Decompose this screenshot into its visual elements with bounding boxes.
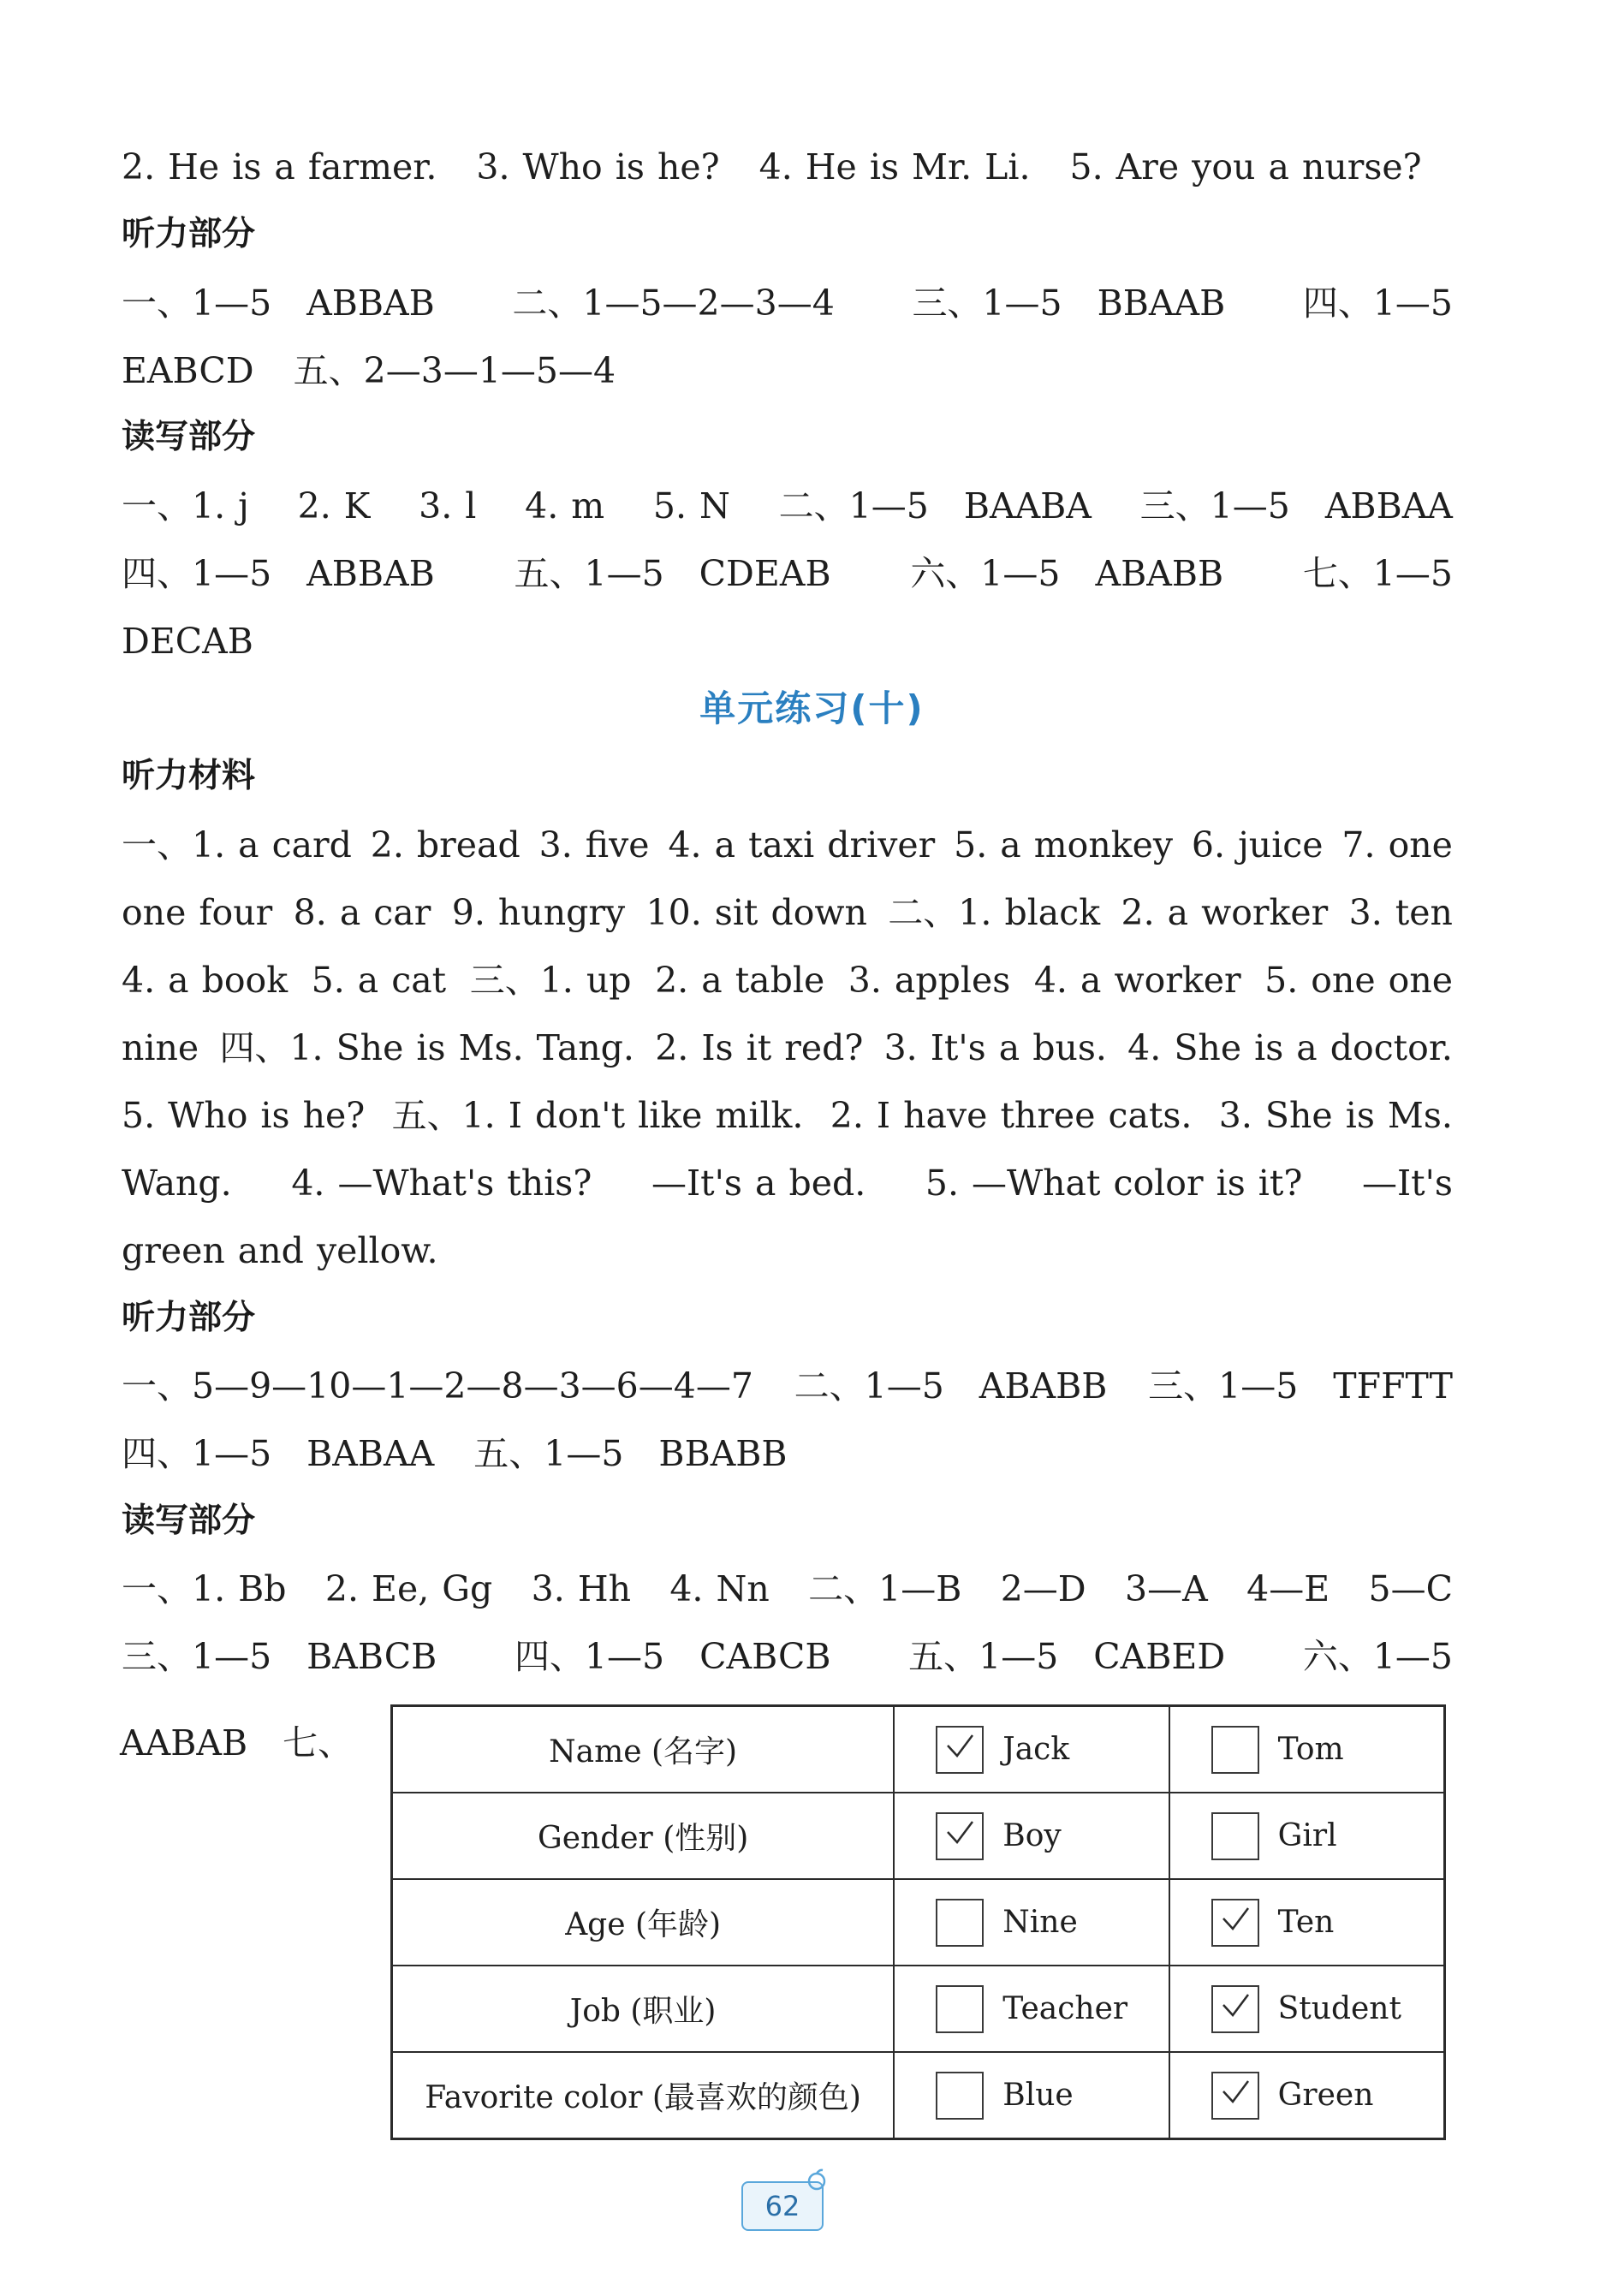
- answer-group: 六、1—5: [1302, 1636, 1453, 1677]
- checkbox[interactable]: [936, 2072, 984, 2120]
- answer-group: 3. She is Ms.: [1218, 1095, 1453, 1136]
- answer-group: —It's a bed.: [651, 1163, 866, 1204]
- survey-question: Age (年龄): [392, 1879, 895, 1966]
- checkmark-icon: [1217, 1986, 1254, 2031]
- survey-row: [392, 1966, 1445, 2052]
- answer-group: 四、1—5 CABCB: [514, 1636, 831, 1677]
- checkbox[interactable]: [1211, 1899, 1259, 1947]
- survey-option-cell: [894, 1879, 1169, 1966]
- survey-option-cell: [1169, 2052, 1445, 2139]
- checkbox[interactable]: [1211, 1985, 1259, 2033]
- answer-group: 五、1—5 CDEAB: [514, 553, 831, 594]
- survey-option-label: Boy: [1002, 1818, 1062, 1853]
- apple-icon: [805, 2168, 829, 2192]
- answer-group: 二、1—5 ABABB: [794, 1365, 1108, 1407]
- answer-group: 三、1—5 BABCB: [122, 1636, 437, 1677]
- answer-group: 4. a book: [122, 960, 289, 1001]
- answer-group: 3. five: [538, 824, 650, 865]
- section-heading-reading-writing: 读写部分: [122, 418, 256, 456]
- answer-line: [122, 887, 1453, 938]
- answer-group: 一、1—5 ABBAB: [122, 283, 435, 324]
- answer-group: 四、1—5 BABAA: [122, 1433, 435, 1474]
- answer-group: 一、1. a card: [122, 824, 352, 865]
- answer-group: 五、2—3—1—5—4: [293, 350, 616, 391]
- unit-title: 单元练习(十): [699, 687, 925, 729]
- answer-group: 二、1—5 BAABA: [778, 485, 1092, 526]
- survey-option-label: Teacher: [1002, 1991, 1128, 2026]
- answer-group: 3. Who is he?: [476, 146, 720, 187]
- answer-group: 9. hungry: [451, 892, 626, 933]
- survey-question: Name (名字): [392, 1706, 895, 1793]
- answer-group: 5. a monkey: [954, 824, 1174, 865]
- answer-line: [122, 1563, 1453, 1615]
- answer-line: [122, 1157, 1453, 1209]
- checkbox[interactable]: [1211, 1812, 1259, 1860]
- survey-option-cell: [1169, 1879, 1445, 1966]
- survey-row: [392, 1706, 1445, 1793]
- answer-group: 三、1—5 TFFTT: [1148, 1365, 1453, 1407]
- section-heading-listening: 听力部分: [122, 215, 256, 253]
- answer-group: 3. Hh: [531, 1568, 631, 1609]
- answer-group: 5. a cat: [311, 960, 447, 1001]
- survey-option-cell: [894, 1966, 1169, 2052]
- checkbox[interactable]: [1211, 1726, 1259, 1774]
- answer-group: 五、1. I don't like milk.: [391, 1095, 804, 1136]
- survey-row: [392, 1793, 1445, 1879]
- answer-group: one four: [122, 892, 273, 933]
- survey-option-label: Green: [1277, 2078, 1374, 2113]
- answer-line: [122, 1090, 1453, 1141]
- survey-row: [392, 2052, 1445, 2139]
- answer-group: 5. —What color is it?: [925, 1163, 1303, 1204]
- survey-option-label: Tom: [1277, 1732, 1344, 1767]
- answer-group: 2. bread: [370, 824, 521, 865]
- answer-group: DECAB: [122, 621, 253, 662]
- answer-line: [122, 616, 1453, 667]
- survey-row: [392, 1879, 1445, 1966]
- answer-group: 4. m: [525, 485, 605, 526]
- answer-line: [122, 1631, 1453, 1682]
- answer-group: 二、1—5—2—3—4: [512, 283, 835, 324]
- answer-line: [122, 345, 1453, 396]
- answer-group: 2—D: [1000, 1568, 1086, 1609]
- survey-option-label: Jack: [1002, 1732, 1070, 1767]
- survey-option-label: Student: [1277, 1991, 1401, 2026]
- answer-group: 3. It's a bus.: [883, 1027, 1107, 1068]
- answer-line: [122, 819, 1453, 871]
- checkbox[interactable]: [936, 1812, 984, 1860]
- answer-group: 2. a table: [655, 960, 825, 1001]
- answer-group: 5—C: [1368, 1568, 1453, 1609]
- answer-group: 4. a worker: [1033, 960, 1241, 1001]
- survey-option-cell: [1169, 1793, 1445, 1879]
- answer-group: 3. apples: [848, 960, 1011, 1001]
- answer-group: green and yellow.: [122, 1230, 438, 1271]
- answer-group: 8. a car: [293, 892, 431, 933]
- checkmark-icon: [941, 1727, 979, 1772]
- answer-group: 4. He is Mr. Li.: [758, 146, 1031, 187]
- checkmark-icon: [1217, 1900, 1254, 1945]
- answer-line: [122, 955, 1453, 1006]
- survey-option-cell: [1169, 1966, 1445, 2052]
- survey-question: Favorite color (最喜欢的颜色): [392, 2052, 895, 2139]
- answer-line: [122, 548, 1453, 599]
- answer-group: Wang.: [122, 1163, 232, 1204]
- answer-group: 五、1—5 BBABB: [473, 1433, 788, 1474]
- survey-option-label: Blue: [1002, 2078, 1074, 2113]
- answer-group: 2. He is a farmer.: [122, 146, 437, 187]
- answer-group: 4. —What's this?: [291, 1163, 592, 1204]
- survey-option-cell: [894, 2052, 1169, 2139]
- section-heading-listening: 听力部分: [122, 1299, 256, 1337]
- answer-group: 5. one one: [1264, 960, 1453, 1001]
- answer-group: 5. Who is he?: [122, 1095, 366, 1136]
- checkbox[interactable]: [1211, 2072, 1259, 2120]
- survey-option-cell: [894, 1793, 1169, 1879]
- checkmark-icon: [941, 1813, 979, 1859]
- page-number: 62: [741, 2181, 824, 2231]
- answer-group: 2. K: [297, 485, 371, 526]
- answer-line: [122, 277, 1453, 329]
- survey-option-label: Nine: [1002, 1905, 1078, 1940]
- answer-group: 四、1—5: [1302, 283, 1453, 324]
- answer-line: [122, 1225, 1453, 1276]
- answer-line: AABAB 七、: [120, 1722, 354, 1764]
- survey-question: Job (职业): [392, 1966, 895, 2052]
- checkmark-icon: [1217, 2073, 1254, 2118]
- answer-group: 2. a worker: [1121, 892, 1329, 933]
- section-heading-listening-material: 听力材料: [122, 757, 256, 795]
- answer-group: 4—E: [1246, 1568, 1330, 1609]
- answer-group: 一、1. j: [122, 485, 249, 526]
- answer-group: 3. ten: [1348, 892, 1453, 933]
- section-heading-reading-writing: 读写部分: [122, 1502, 256, 1540]
- survey-option-cell: [894, 1706, 1169, 1793]
- checkbox[interactable]: [936, 1985, 984, 2033]
- answer-group: 3—A: [1125, 1568, 1208, 1609]
- survey-question: Gender (性别): [392, 1793, 895, 1879]
- answer-group: 一、5—9—10—1—2—8—3—6—4—7: [122, 1365, 753, 1407]
- survey-option-label: Ten: [1277, 1905, 1335, 1940]
- answer-group: 四、1. She is Ms. Tang.: [219, 1027, 634, 1068]
- answer-group: 六、1—5 ABABB: [910, 553, 1224, 594]
- answer-group: 三、1—5 BBAAB: [912, 283, 1226, 324]
- answer-group: 6. juice: [1191, 824, 1324, 865]
- answer-group: nine: [122, 1027, 199, 1068]
- answer-group: 5. N: [652, 485, 730, 526]
- answer-line: [122, 1022, 1453, 1074]
- survey-option-label: Girl: [1277, 1818, 1337, 1853]
- answer-group: 三、1. up: [469, 960, 632, 1001]
- answer-group: 二、1. black: [888, 892, 1101, 933]
- answer-group: 四、1—5 ABBAB: [122, 553, 435, 594]
- answer-group: 4. a taxi driver: [668, 824, 936, 865]
- answer-group: 一、1. Bb: [122, 1568, 287, 1609]
- answer-group: 5. Are you a nurse?: [1069, 146, 1422, 187]
- answer-group: 10. sit down: [645, 892, 867, 933]
- answer-group: 二、1—B: [808, 1568, 962, 1609]
- answer-group: —It's: [1361, 1163, 1453, 1204]
- answer-group: 七、1—5: [1302, 553, 1453, 594]
- checkbox[interactable]: [936, 1726, 984, 1774]
- answer-group: EABCD: [122, 350, 254, 391]
- checkbox[interactable]: [936, 1899, 984, 1947]
- answer-line: [122, 1428, 1453, 1479]
- answer-group: 4. Nn: [669, 1568, 770, 1609]
- answer-line: [122, 141, 1453, 193]
- answer-group: 4. She is a doctor.: [1127, 1027, 1453, 1068]
- survey-table: [390, 1704, 1446, 2140]
- answer-group: 2. I have three cats.: [830, 1095, 1193, 1136]
- answer-group: 2. Is it red?: [655, 1027, 864, 1068]
- survey-option-cell: [1169, 1706, 1445, 1793]
- answer-group: 2. Ee, Gg: [324, 1568, 493, 1609]
- answer-line: [122, 1360, 1453, 1412]
- answer-group: 三、1—5 ABBAA: [1139, 485, 1453, 526]
- answer-line: [122, 480, 1453, 532]
- answer-group: 7. one: [1341, 824, 1453, 865]
- answer-group: 五、1—5 CABED: [908, 1636, 1226, 1677]
- answer-group: 3. l: [419, 485, 477, 526]
